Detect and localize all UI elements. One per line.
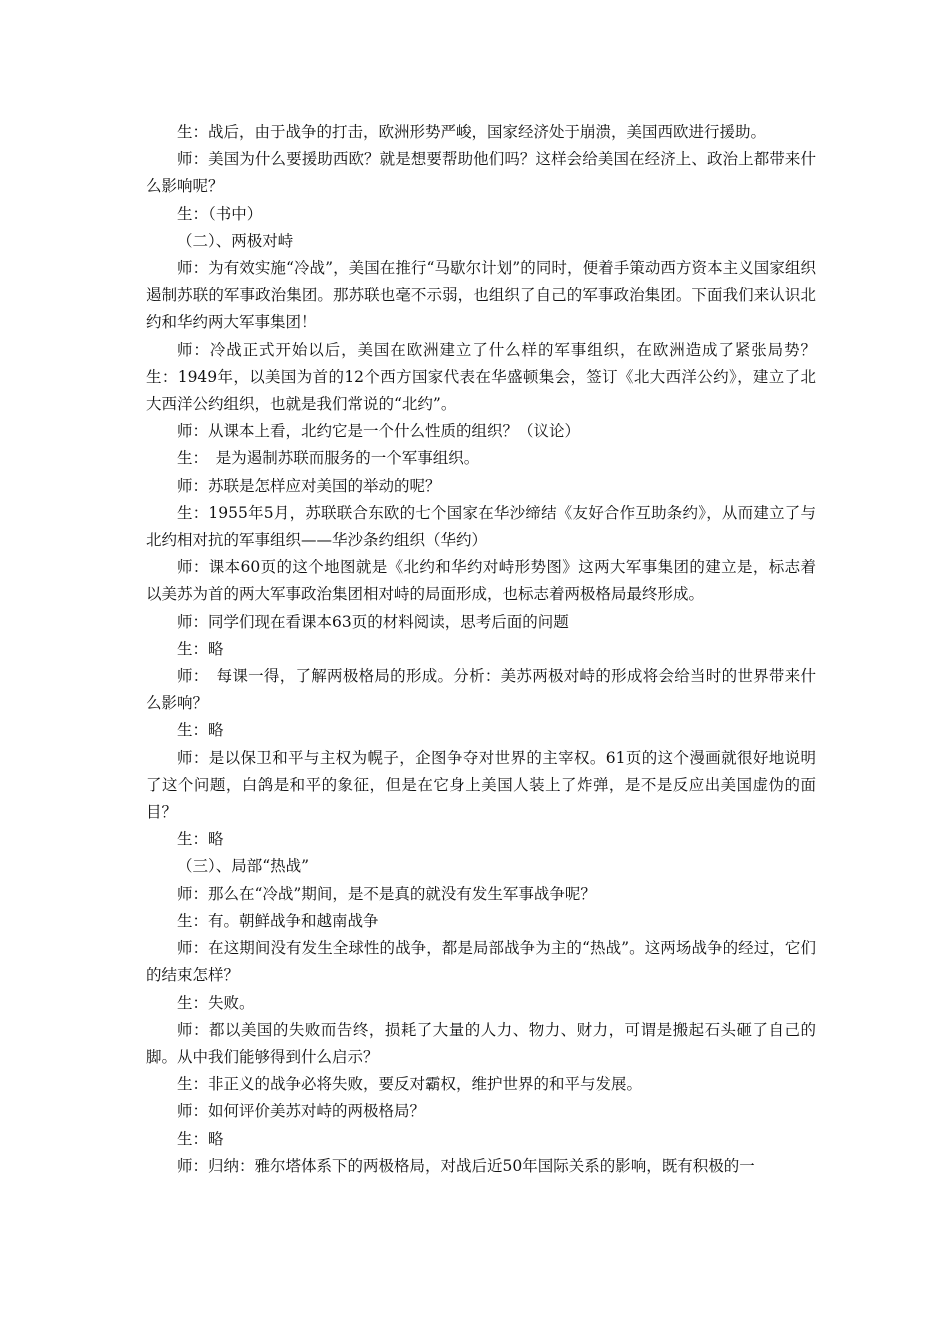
paragraph: 生：1955年5月，苏联联合东欧的七个国家在华沙缔结《友好合作互助条约》，从而建立了与北约相对抗的军事组织——华沙条约组织（华约）: [146, 503, 816, 550]
paragraph: 师：苏联是怎样应对美国的举动的呢？: [177, 476, 441, 495]
paragraph: 师：在这期间没有发生全球性的战争，都是局部战争为主的“热战”。这两场战争的经过，它们的结束怎样？: [146, 939, 816, 985]
section-heading: （二）、两极对峙: [177, 231, 294, 250]
paragraph: 师：为有效实施“冷战”，美国在推行“马歇尔计划”的同时，便着手策动西方资本主义国家组织遏制苏联的军事政治集团。那苏联也毫不示弱，也组织了自己的军事政治集团。下面我们来认识北约和华约两大军事集团！: [146, 259, 816, 332]
paragraph: 师：冷战正式开始以后，美国在欧洲建立了什么样的军事组织，在欧洲造成了紧张局势？ 生：1949年，以美国为首的12个西方国家代表在华盛顿集会，签订《北大西洋公约》，建立了北大西洋公约组织，也就是我们常说的“北约”。: [146, 340, 848, 414]
paragraph: 师：如何评价美苏对峙的两极格局？: [177, 1102, 426, 1121]
paragraph: 生：战后，由于战争的打击，欧洲形势严峻，国家经济处于崩溃，美国西欧进行援助。: [177, 123, 767, 141]
paragraph: 生：略: [177, 830, 224, 849]
paragraph: 生：略: [177, 639, 224, 658]
paragraph: 师：是以保卫和平与主权为幌子，企图争夺对世界的主宰权。61页的这个漫画就很好地说明了这个问题，白鸽是和平的象征，但是在它身上美国人装上了炸弹，是不是反应出美国虚伪的面目？: [146, 748, 816, 822]
paragraph: 生：有。朝鲜战争和越南战争: [177, 911, 379, 930]
paragraph: 生：（书中）: [177, 204, 263, 223]
paragraph: 师： 每课一得，了解两极格局的形成。分析：美苏两极对峙的形成将会给当时的世界带来什么影响？: [146, 667, 816, 713]
paragraph: 师：那么在“冷战”期间，是不是真的就没有发生军事战争呢？: [177, 884, 596, 903]
paragraph: 师：归纳：雅尔塔体系下的两极格局，对战后近50年国际关系的影响，既有积极的一: [177, 1156, 755, 1175]
paragraph: 师：美国为什么要援助西欧？就是想要帮助他们吗？这样会给美国在经济上、政治上都带来什么影响呢？: [146, 150, 816, 196]
paragraph: 生：失败。: [177, 993, 255, 1012]
paragraph: 师：同学们现在看课本63页的材料阅读，思考后面的问题: [177, 612, 569, 631]
paragraph: 生： 是为遏制苏联而服务的一个军事组织。: [177, 449, 480, 468]
paragraph: 师：都以美国的失败而告终，损耗了大量的人力、物力、财力，可谓是搬起石头砸了自己的脚。从中我们能够得到什么启示？: [146, 1020, 816, 1066]
paragraph: 师：课本60页的这个地图就是《北约和华约对峙形势图》这两大军事集团的建立是，标志着以美苏为首的两大军事政治集团相对峙的局面形成，也标志着两极格局最终形成。: [146, 558, 816, 604]
paragraph: 生：略: [177, 1129, 224, 1148]
paragraph: 生：非正义的战争必将失败，要反对霸权，维护世界的和平与发展。: [177, 1075, 643, 1094]
document-body: [146, 119, 848, 1180]
section-heading: （三）、局部“热战”: [177, 857, 310, 876]
paragraph: 师：从课本上看，北约它是一个什么性质的组织？（议论）: [177, 422, 581, 441]
paragraph: 生：略: [177, 721, 224, 740]
